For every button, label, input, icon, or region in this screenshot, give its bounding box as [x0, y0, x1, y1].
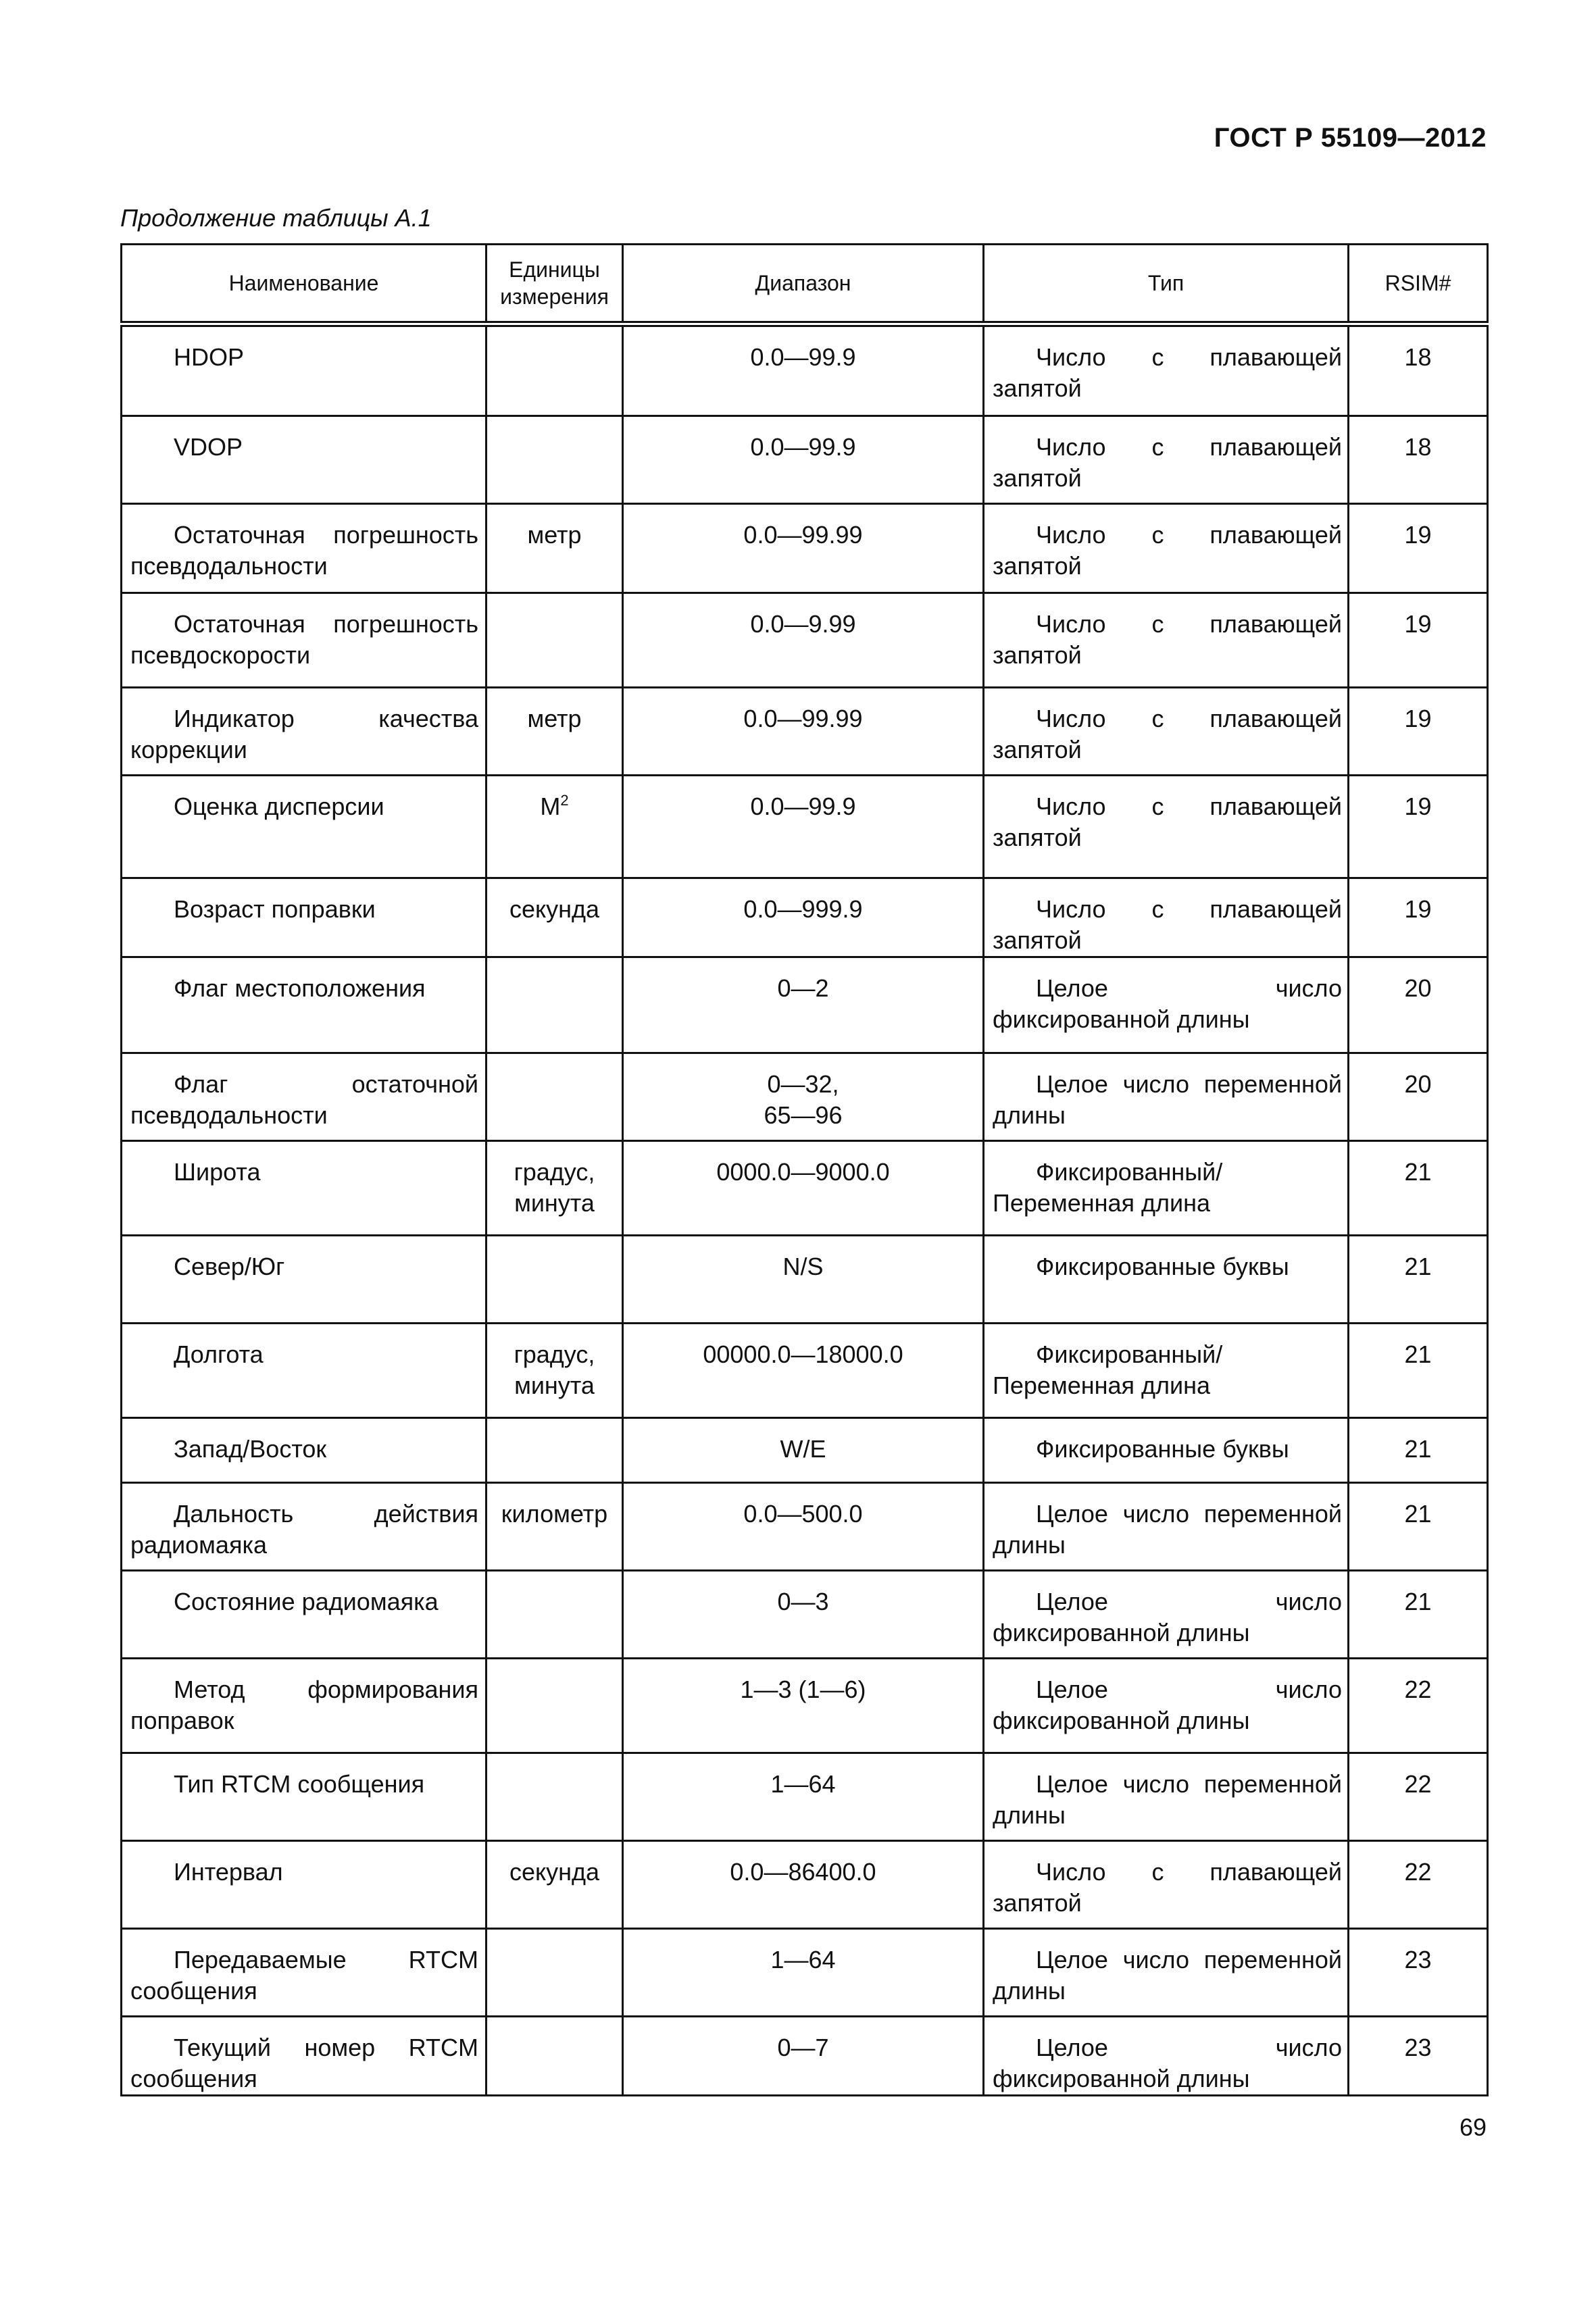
cell-range-text: 0.0—99.9 [750, 433, 856, 461]
cell-unit-text: секунда [509, 895, 600, 923]
cell-rsim-text: 23 [1404, 1946, 1432, 1973]
cell-rsim [1349, 1053, 1488, 1141]
cell-rsim [1349, 1483, 1488, 1571]
cell-type-text: Число с плавающей запятой [993, 433, 1342, 492]
table-row [122, 1141, 1488, 1236]
cell-name-text: Текущий номер RTCM сообщения [130, 2034, 478, 2092]
cell-range [623, 504, 984, 593]
table-row [122, 957, 1488, 1053]
cell-name [122, 2017, 487, 2096]
cell-type [984, 688, 1349, 776]
cell-type [984, 1053, 1349, 1141]
cell-name [122, 1841, 487, 1929]
table-row [122, 1753, 1488, 1841]
cell-range [623, 878, 984, 957]
cell-rsim [1349, 1418, 1488, 1483]
cell-unit-text: метр [527, 521, 582, 549]
cell-type [984, 504, 1349, 593]
cell-name [122, 1753, 487, 1841]
cell-rsim-text: 21 [1404, 1340, 1432, 1368]
cell-name-text: Состояние радиомаяка [174, 1588, 439, 1615]
cell-rsim [1349, 1141, 1488, 1236]
cell-unit [487, 1483, 623, 1571]
cell-unit-text: градус, минута [514, 1158, 595, 1217]
cell-unit [487, 1324, 623, 1418]
cell-rsim [1349, 957, 1488, 1053]
cell-unit [487, 416, 623, 504]
cell-name [122, 1571, 487, 1659]
page-number: 69 [1459, 2113, 1487, 2141]
cell-range [623, 776, 984, 878]
cell-range [623, 1236, 984, 1324]
cell-range [623, 324, 984, 416]
cell-name-text: Широта [174, 1158, 261, 1186]
cell-name [122, 416, 487, 504]
cell-type-text: Фиксированные буквы [1036, 1435, 1289, 1463]
cell-type [984, 2017, 1349, 2096]
cell-range-text: 0—32, 65—96 [764, 1070, 843, 1129]
cell-range [623, 1841, 984, 1929]
cell-type-text: Целое число переменной длины [993, 1946, 1342, 2005]
cell-type-text: Число с плавающей запятой [993, 793, 1342, 851]
cell-type [984, 1418, 1349, 1483]
cell-range-text: 0.0—99.9 [750, 793, 856, 820]
cell-unit-text: километр [501, 1500, 608, 1528]
cell-range [623, 1053, 984, 1141]
cell-name [122, 1929, 487, 2017]
cell-name-text: Индикатор качества коррекции [130, 705, 478, 763]
cell-range-text: 0—3 [777, 1588, 829, 1615]
cell-unit-text: М [540, 793, 561, 820]
cell-type [984, 1141, 1349, 1236]
cell-type-text: Фиксированный/Переменная длина [993, 1158, 1223, 1217]
column-header-type: Тип [984, 245, 1349, 324]
cell-type-text: Фиксированный/Переменная длина [993, 1340, 1223, 1399]
cell-rsim [1349, 1324, 1488, 1418]
cell-range-text: 0.0—500.0 [743, 1500, 863, 1528]
cell-unit-text: градус, минута [514, 1340, 595, 1399]
table-row [122, 688, 1488, 776]
cell-rsim-text: 18 [1404, 433, 1432, 461]
cell-range [623, 1483, 984, 1571]
cell-name-text: Передаваемые RTCM сообщения [130, 1946, 478, 2005]
column-header-name: Наименование [122, 245, 487, 324]
cell-rsim [1349, 416, 1488, 504]
cell-name-text: Запад/Восток [174, 1435, 327, 1463]
cell-range-text: 0000.0—9000.0 [716, 1158, 890, 1186]
cell-unit-text: метр [527, 705, 582, 732]
cell-type [984, 416, 1349, 504]
cell-range-text: N/S [782, 1253, 824, 1280]
unit-superscript: 2 [560, 792, 569, 809]
table-body [122, 324, 1488, 2096]
cell-type [984, 1753, 1349, 1841]
column-header-range: Диапазон [623, 245, 984, 324]
cell-range-text: 0—2 [777, 974, 829, 1002]
cell-name [122, 324, 487, 416]
cell-type [984, 1841, 1349, 1929]
cell-rsim-text: 21 [1404, 1435, 1432, 1463]
cell-name-text: Флаг остаточной псевдодальности [130, 1070, 478, 1129]
cell-name-text: Оценка дисперсии [174, 793, 384, 820]
cell-rsim-text: 21 [1404, 1500, 1432, 1528]
cell-type-text: Целое число переменной длины [993, 1070, 1342, 1129]
cell-unit [487, 776, 623, 878]
cell-range [623, 593, 984, 688]
cell-type-text: Число с плавающей запятой [993, 705, 1342, 763]
cell-range [623, 2017, 984, 2096]
cell-range [623, 688, 984, 776]
table-row [122, 878, 1488, 957]
cell-unit [487, 593, 623, 688]
cell-range-text: 0.0—99.99 [743, 521, 863, 549]
cell-range-text: 0.0—9.99 [750, 610, 856, 638]
cell-unit [487, 957, 623, 1053]
cell-name [122, 504, 487, 593]
cell-rsim-text: 21 [1404, 1588, 1432, 1615]
cell-type [984, 1571, 1349, 1659]
cell-range-text: 00000.0—18000.0 [703, 1340, 903, 1368]
cell-type-text: Целое число фиксированной длины [993, 2034, 1342, 2092]
cell-range [623, 957, 984, 1053]
cell-range [623, 1418, 984, 1483]
table-row [122, 1929, 1488, 2017]
cell-range-text: 1—3 (1—6) [740, 1676, 866, 1703]
cell-rsim [1349, 878, 1488, 957]
table-row [122, 1053, 1488, 1141]
cell-name-text: Остаточная погрешность псевдодальности [130, 521, 478, 580]
cell-range [623, 1324, 984, 1418]
cell-unit-text: секунда [509, 1858, 600, 1886]
cell-name-text: Интервал [174, 1858, 283, 1886]
cell-rsim-text: 23 [1404, 2034, 1432, 2061]
cell-range-text: 1—64 [770, 1770, 836, 1798]
cell-name-text: Тип RTCM сообщения [174, 1770, 425, 1798]
cell-type [984, 324, 1349, 416]
cell-unit [487, 1659, 623, 1753]
cell-rsim-text: 19 [1404, 610, 1432, 638]
cell-rsim [1349, 324, 1488, 416]
cell-range [623, 1141, 984, 1236]
table-row [122, 1483, 1488, 1571]
cell-rsim-text: 19 [1404, 895, 1432, 923]
table-row [122, 1571, 1488, 1659]
cell-type [984, 1659, 1349, 1753]
cell-range [623, 1929, 984, 2017]
cell-range-text: W/E [780, 1435, 826, 1463]
cell-type-text: Число с плавающей запятой [993, 521, 1342, 580]
cell-unit [487, 324, 623, 416]
cell-rsim [1349, 1753, 1488, 1841]
standard-header: ГОСТ Р 55109—2012 [1214, 123, 1487, 153]
cell-range [623, 416, 984, 504]
cell-type [984, 1483, 1349, 1571]
cell-range-text: 0—7 [777, 2034, 829, 2061]
cell-unit [487, 1236, 623, 1324]
cell-unit [487, 688, 623, 776]
cell-type-text: Число с плавающей запятой [993, 610, 1342, 669]
table-row [122, 593, 1488, 688]
cell-rsim [1349, 593, 1488, 688]
cell-rsim [1349, 2017, 1488, 2096]
cell-unit [487, 1753, 623, 1841]
column-header-unit: Единицы измерения [487, 245, 623, 324]
cell-name [122, 1141, 487, 1236]
table-row [122, 1418, 1488, 1483]
cell-range-text: 0.0—999.9 [743, 895, 863, 923]
cell-rsim [1349, 1236, 1488, 1324]
specification-table [120, 243, 1489, 2096]
table-row [122, 1324, 1488, 1418]
cell-type-text: Целое число фиксированной длины [993, 1676, 1342, 1734]
cell-range [623, 1571, 984, 1659]
cell-type [984, 1236, 1349, 1324]
cell-rsim [1349, 688, 1488, 776]
table-row [122, 1659, 1488, 1753]
cell-type [984, 593, 1349, 688]
table-row [122, 776, 1488, 878]
table-row [122, 324, 1488, 416]
cell-rsim-text: 22 [1404, 1858, 1432, 1886]
cell-rsim-text: 22 [1404, 1676, 1432, 1703]
table-row [122, 1236, 1488, 1324]
cell-name [122, 1236, 487, 1324]
cell-name-text: Остаточная погрешность псевдоскорости [130, 610, 478, 669]
cell-rsim-text: 19 [1404, 705, 1432, 732]
table-row [122, 2017, 1488, 2096]
cell-rsim [1349, 776, 1488, 878]
table-row [122, 504, 1488, 593]
cell-name-text: Возраст поправки [174, 895, 376, 923]
cell-name-text: Флаг местоположения [174, 974, 426, 1002]
cell-name [122, 593, 487, 688]
table-row [122, 416, 1488, 504]
cell-unit [487, 1841, 623, 1929]
cell-rsim [1349, 1571, 1488, 1659]
cell-range-text: 0.0—99.9 [750, 343, 856, 371]
cell-rsim-text: 18 [1404, 343, 1432, 371]
cell-name [122, 776, 487, 878]
cell-unit [487, 1141, 623, 1236]
cell-type [984, 1929, 1349, 2017]
cell-name [122, 1053, 487, 1141]
cell-type-text: Целое число переменной длины [993, 1770, 1342, 1829]
cell-range [623, 1753, 984, 1841]
cell-type [984, 1324, 1349, 1418]
cell-rsim [1349, 1929, 1488, 2017]
cell-rsim-text: 20 [1404, 1070, 1432, 1098]
cell-type [984, 878, 1349, 957]
cell-type [984, 957, 1349, 1053]
cell-name [122, 1483, 487, 1571]
cell-type-text: Фиксированные буквы [1036, 1253, 1289, 1280]
table-header-row [122, 245, 1488, 324]
cell-unit [487, 1053, 623, 1141]
cell-rsim-text: 19 [1404, 793, 1432, 820]
column-header-rsim: RSIM# [1349, 245, 1488, 324]
cell-name-text: VDOP [174, 433, 243, 461]
cell-name [122, 878, 487, 957]
cell-range [623, 1659, 984, 1753]
cell-unit [487, 878, 623, 957]
cell-type-text: Число с плавающей запятой [993, 1858, 1342, 1917]
cell-unit [487, 1929, 623, 2017]
cell-unit [487, 2017, 623, 2096]
cell-name-text: Север/Юг [174, 1253, 285, 1280]
cell-unit [487, 1571, 623, 1659]
cell-name [122, 688, 487, 776]
cell-unit [487, 1418, 623, 1483]
cell-type-text: Число с плавающей запятой [993, 343, 1342, 402]
cell-name-text: Долгота [174, 1340, 264, 1368]
cell-name [122, 1418, 487, 1483]
cell-type-text: Целое число переменной длины [993, 1500, 1342, 1559]
cell-rsim [1349, 1659, 1488, 1753]
cell-name [122, 1659, 487, 1753]
cell-rsim-text: 21 [1404, 1253, 1432, 1280]
cell-type-text: Целое число фиксированной длины [993, 974, 1342, 1033]
cell-rsim-text: 20 [1404, 974, 1432, 1002]
cell-unit [487, 504, 623, 593]
cell-range-text: 1—64 [770, 1946, 836, 1973]
cell-rsim-text: 21 [1404, 1158, 1432, 1186]
cell-name-text: Метод формирования поправок [130, 1676, 478, 1734]
cell-rsim [1349, 504, 1488, 593]
cell-range-text: 0.0—99.99 [743, 705, 863, 732]
cell-name [122, 1324, 487, 1418]
cell-name-text: HDOP [174, 343, 245, 371]
cell-range-text: 0.0—86400.0 [730, 1858, 876, 1886]
table-row [122, 1841, 1488, 1929]
cell-name [122, 957, 487, 1053]
cell-name-text: Дальность действия радиомаяка [130, 1500, 478, 1559]
cell-rsim-text: 19 [1404, 521, 1432, 549]
cell-rsim [1349, 1841, 1488, 1929]
table-caption: Продолжение таблицы А.1 [120, 204, 432, 232]
cell-type-text: Число с плавающей запятой [993, 895, 1342, 954]
cell-type-text: Целое число фиксированной длины [993, 1588, 1342, 1646]
cell-rsim-text: 22 [1404, 1770, 1432, 1798]
cell-type [984, 776, 1349, 878]
